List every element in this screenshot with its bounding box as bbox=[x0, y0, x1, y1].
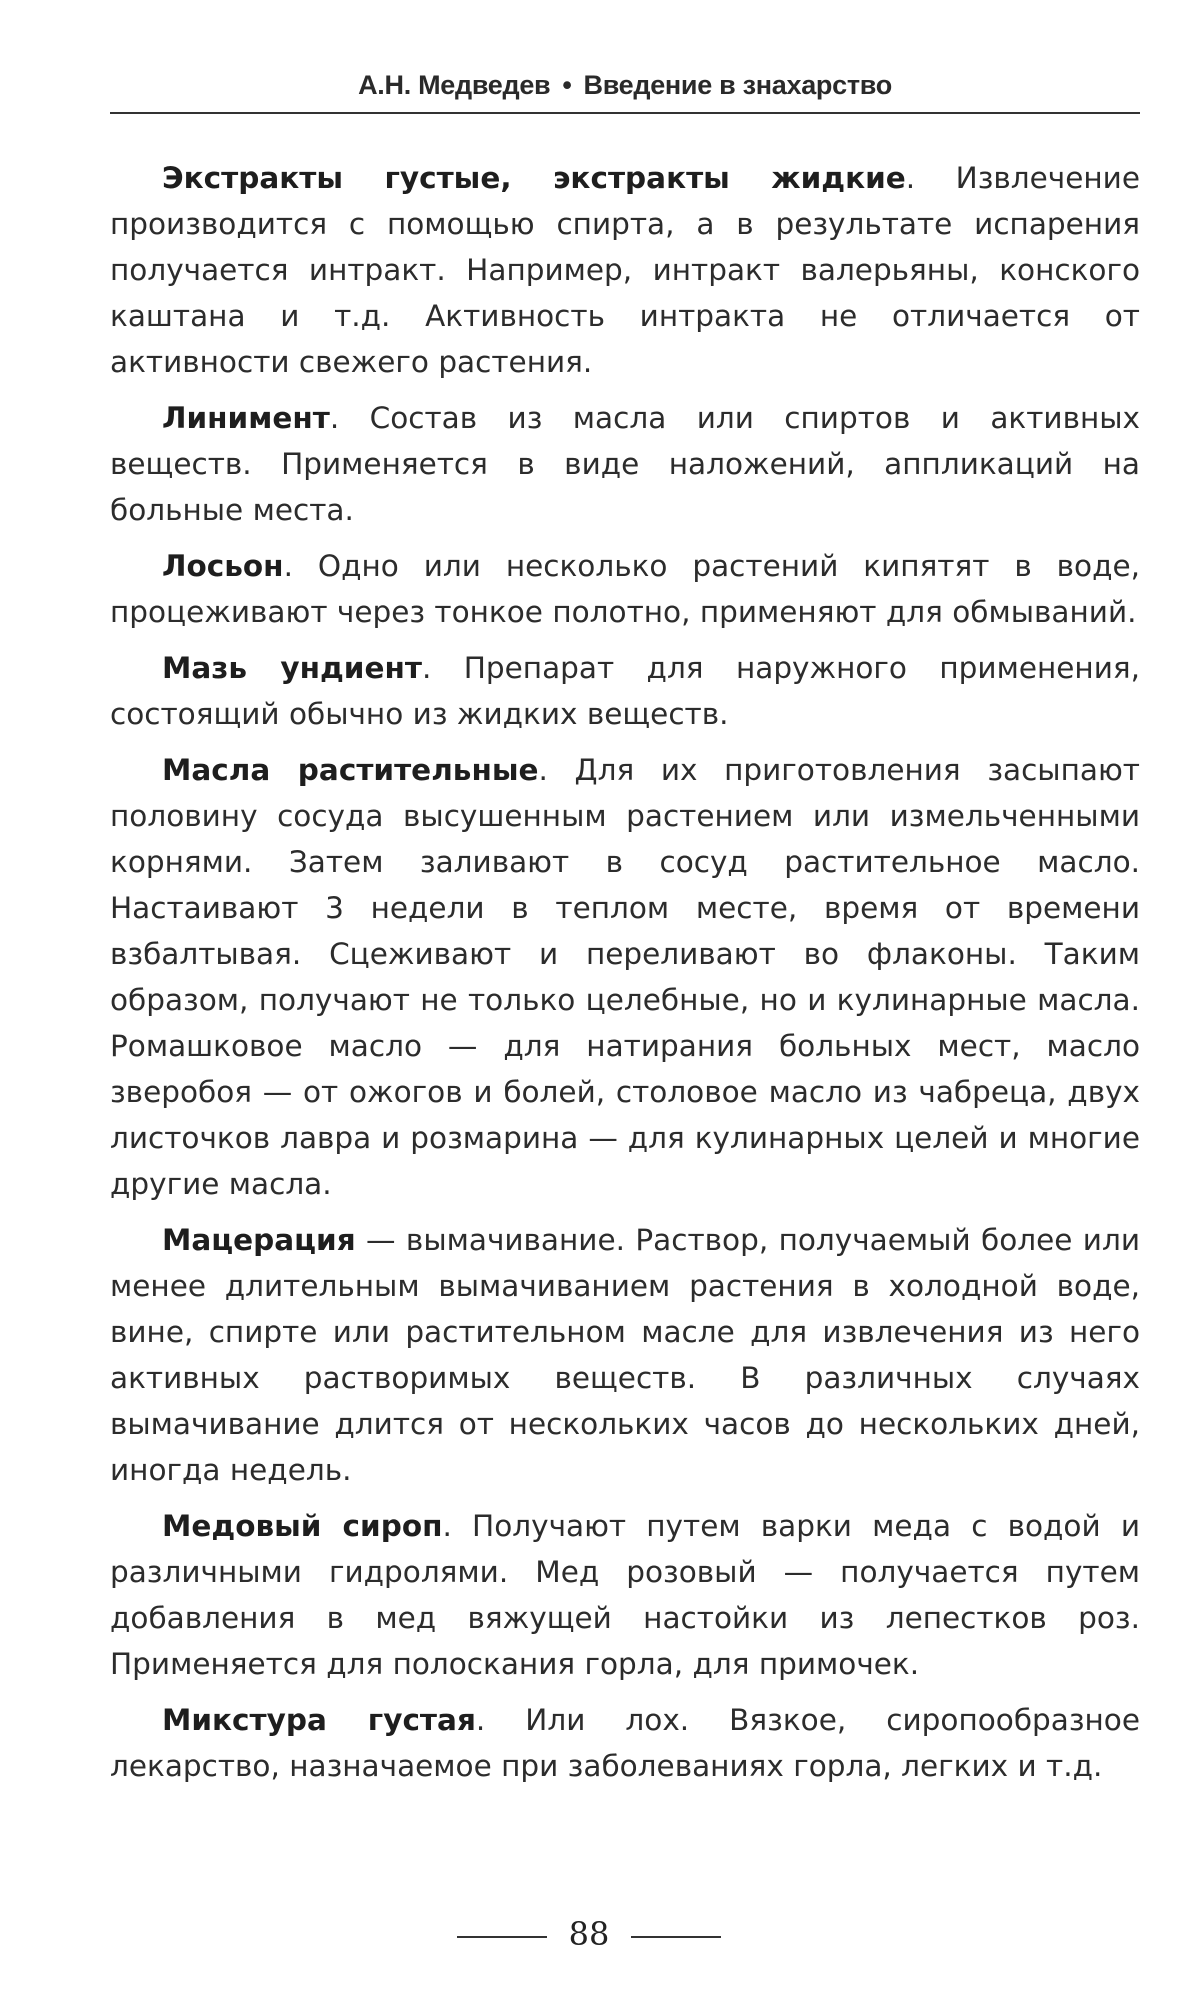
running-head-separator: • bbox=[562, 70, 572, 100]
folio-rule-right bbox=[631, 1936, 721, 1938]
entry-term: Линимент bbox=[162, 401, 330, 435]
glossary-entry bbox=[110, 155, 1140, 385]
entry-term: Микстура густая bbox=[162, 1703, 476, 1737]
running-head bbox=[110, 70, 1140, 101]
entry-definition: — вымачивание. Раствор, получаемый более или менее длительным вымачиванием растения в холодной воде, вине, спирте или растительном масле для извлечения из него активных растворимых веществ. В различных случаях вымачивание длится от нескольких часов до нескольких дней, иногда недель. bbox=[110, 1223, 1140, 1487]
running-head-author: А.Н. Медведев bbox=[358, 70, 551, 100]
glossary-entry bbox=[110, 1503, 1140, 1687]
page-footer bbox=[0, 1915, 1178, 1953]
entry-definition: . Получают путем варки меда с водой и различными гидролями. Мед розовый — получается путем добавления в мед вяжущей настойки из лепестков роз. Применяется для полоскания горла, для примочек. bbox=[110, 1509, 1140, 1681]
glossary-entry bbox=[110, 1217, 1140, 1493]
glossary-body bbox=[110, 155, 1140, 1799]
running-head-title: Введение в знахарство bbox=[583, 70, 892, 100]
header-rule bbox=[110, 112, 1140, 114]
entry-term: Мазь ундиент bbox=[162, 651, 422, 685]
entry-definition: . Для их приготовления засыпают половину сосуда высушенным растением или измельченными корнями. Затем заливают в сосуд растительное масло. Настаивают 3 недели в теплом месте, время от времени взбалтывая. Сцеживают и переливают во флаконы. Таким образом, получают не только целебные, но и кулинарные масла. Ромашковое масло — для натирания больных мест, масло зверобоя — от ожогов и болей, столовое масло из чабреца, двух листочков лавра и розмарина — для кулинарных целей и многие другие масла. bbox=[110, 753, 1140, 1201]
entry-term: Лосьон bbox=[162, 549, 284, 583]
entry-definition: . Извлечение производится с помощью спирта, а в результате испарения получается интракт. Например, интракт валерьяны, конского каштана и т.д. Активность интракта не отличается от активности свежего растения. bbox=[110, 161, 1140, 379]
glossary-entry bbox=[110, 395, 1140, 533]
entry-term: Мацерация bbox=[162, 1223, 356, 1257]
entry-definition: . Состав из масла или спиртов и активных веществ. Применяется в виде наложений, аппликаций на больные места. bbox=[110, 401, 1140, 527]
entry-definition: . Препарат для наружного применения, состоящий обычно из жидких веществ. bbox=[110, 651, 1140, 731]
page-number: 88 bbox=[568, 1915, 610, 1953]
folio-rule-left bbox=[457, 1936, 547, 1938]
entry-definition: . Или лох. Вязкое, сиропообразное лекарство, назначаемое при заболеваниях горла, легких и т.д. bbox=[110, 1703, 1140, 1783]
glossary-entry bbox=[110, 1697, 1140, 1789]
entry-definition: . Одно или несколько растений кипятят в воде, процеживают через тонкое полотно, применяют для обмываний. bbox=[110, 549, 1140, 629]
entry-term: Масла растительные bbox=[162, 753, 539, 787]
glossary-entry bbox=[110, 645, 1140, 737]
glossary-entry bbox=[110, 543, 1140, 635]
glossary-entry bbox=[110, 747, 1140, 1207]
entry-term: Медовый сироп bbox=[162, 1509, 443, 1543]
entry-term: Экстракты густые, экстракты жидкие bbox=[162, 161, 906, 195]
